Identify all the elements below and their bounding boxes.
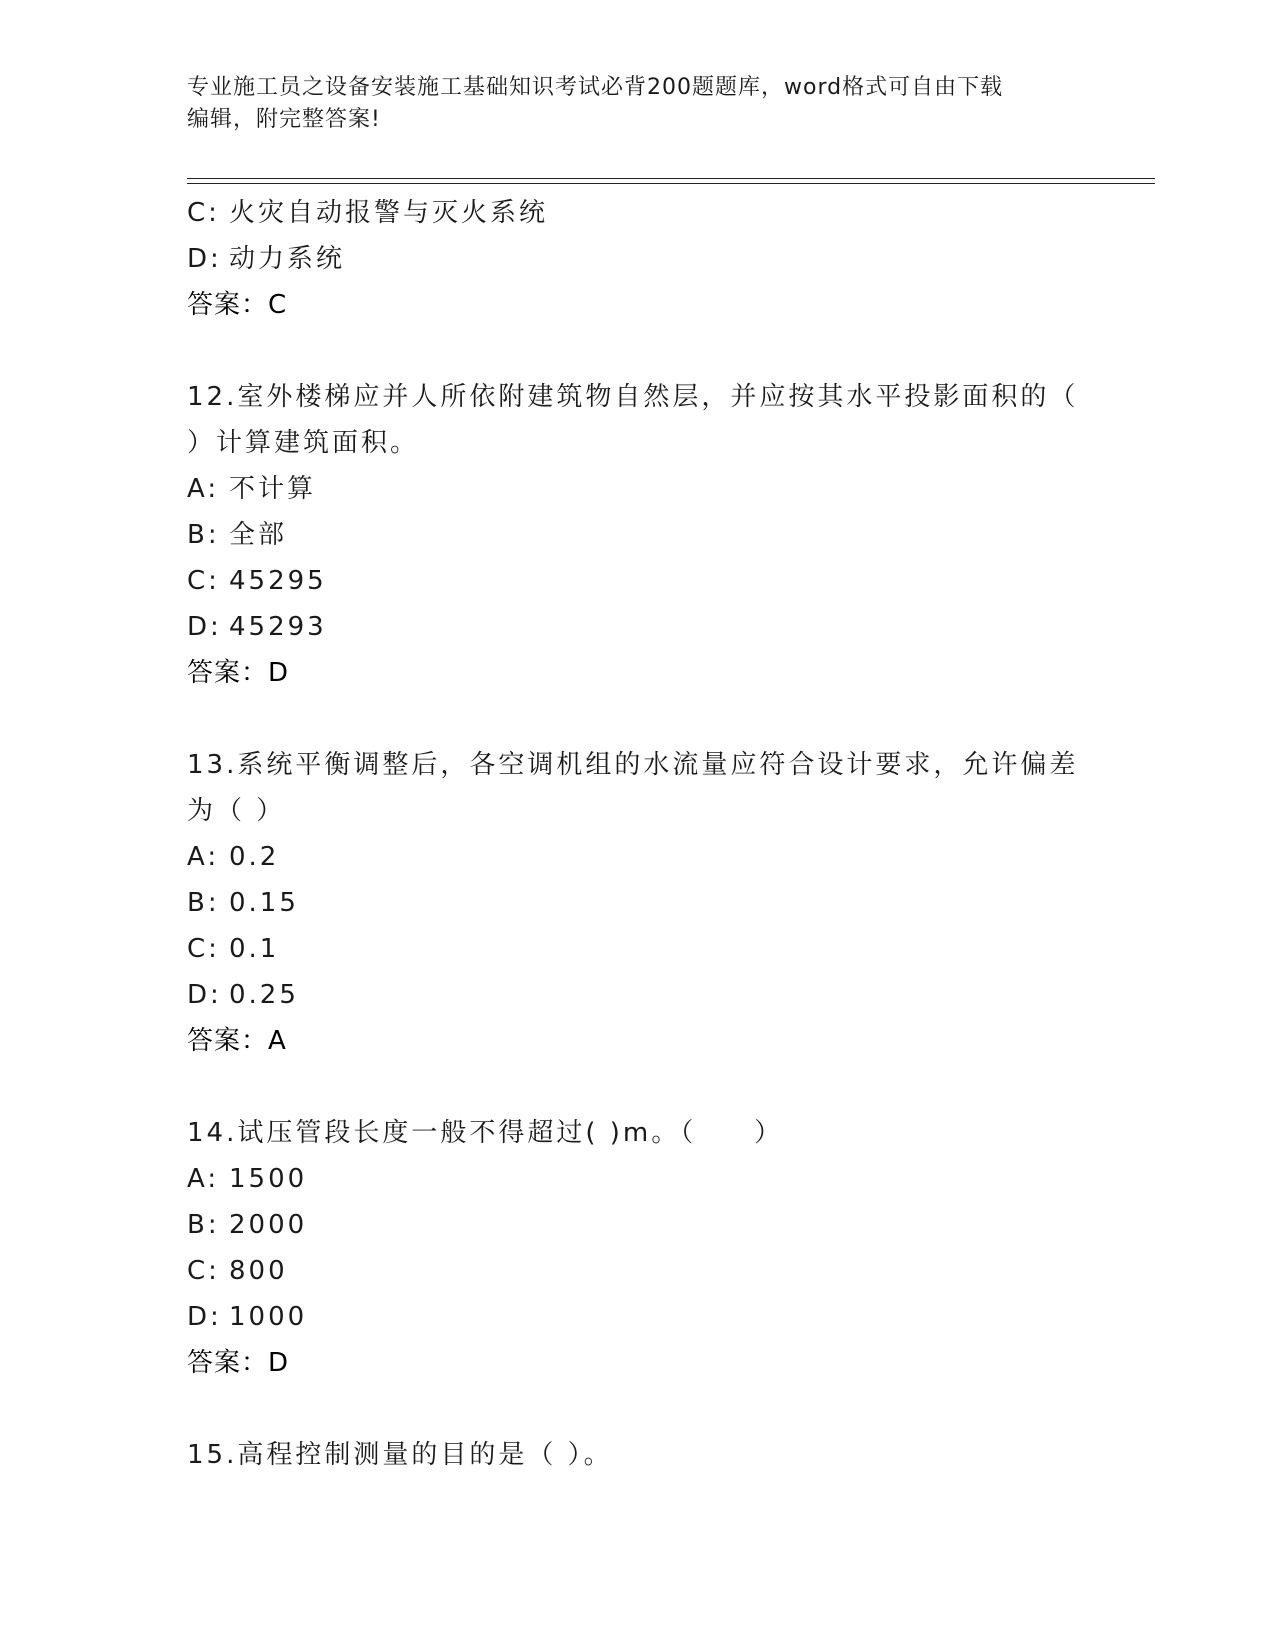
option-d xyxy=(187,1294,1087,1340)
option-text: 0.1 xyxy=(229,934,280,964)
option-key: B: xyxy=(187,888,220,918)
option-key: A: xyxy=(187,474,220,504)
option-key: D: xyxy=(187,244,222,274)
option-b xyxy=(187,1202,1087,1248)
spacer xyxy=(187,1386,1087,1432)
option-text: 动力系统 xyxy=(229,244,346,274)
option-key: C: xyxy=(187,934,220,964)
option-text: 0.25 xyxy=(229,980,299,1010)
option-key: C: xyxy=(187,1256,220,1286)
question-stem-line: 12.室外楼梯应并人所依附建筑物自然层，并应按其水平投影面积的（ xyxy=(187,382,1079,412)
option-key: A: xyxy=(187,1164,220,1194)
option-text: 火灾自动报警与灭火系统 xyxy=(229,198,549,228)
option-text: 1000 xyxy=(229,1302,308,1332)
question-block-11 xyxy=(187,190,1087,328)
question-stem-line: 为（ ） xyxy=(187,796,286,826)
option-c xyxy=(187,558,1087,604)
option-text: 0.2 xyxy=(229,842,280,872)
option-key: D: xyxy=(187,1302,222,1332)
question-stem-line: 14.试压管段长度一般不得超过( )m。（ ） xyxy=(187,1118,784,1148)
option-text: 2000 xyxy=(229,1210,308,1240)
option-b xyxy=(187,880,1087,926)
option-key: B: xyxy=(187,1210,220,1240)
option-text: 全部 xyxy=(229,520,288,550)
option-c xyxy=(187,190,1087,236)
option-a xyxy=(187,466,1087,512)
option-text: 45295 xyxy=(229,566,327,596)
option-key: C: xyxy=(187,566,220,596)
question-stem-line: 13.系统平衡调整后，各空调机组的水流量应符合设计要求，允许偏差 xyxy=(187,750,1079,780)
spacer xyxy=(187,1064,1087,1110)
option-key: C: xyxy=(187,198,220,228)
option-key: D: xyxy=(187,980,222,1010)
question-block-15 xyxy=(187,1432,1087,1478)
header-title-line-2: 编辑，附完整答案! xyxy=(187,107,381,132)
question-stem-line: 15.高程控制测量的目的是（ ）。 xyxy=(187,1440,613,1470)
question-stem-line: ）计算建筑面积。 xyxy=(187,428,420,458)
question-block-13 xyxy=(187,742,1087,1064)
option-d xyxy=(187,604,1087,650)
option-text: 0.15 xyxy=(229,888,299,918)
header-title-line-1: 专业施工员之设备安装施工基础知识考试必背200题题库，word格式可自由下载 xyxy=(187,75,1004,100)
answer-line: 答案：D xyxy=(187,658,290,688)
answer-line: 答案：A xyxy=(187,1026,287,1056)
option-key: D: xyxy=(187,612,222,642)
document-header xyxy=(187,72,1087,136)
answer-line: 答案：C xyxy=(187,290,288,320)
option-a xyxy=(187,1156,1087,1202)
option-b xyxy=(187,512,1087,558)
option-text: 不计算 xyxy=(229,474,317,504)
option-key: B: xyxy=(187,520,220,550)
option-text: 1500 xyxy=(229,1164,308,1194)
spacer xyxy=(187,328,1087,374)
answer-line: 答案：D xyxy=(187,1348,290,1378)
header-divider-bottom xyxy=(187,183,1155,184)
question-block-14 xyxy=(187,1110,1087,1386)
header-divider-top xyxy=(187,178,1155,179)
option-text: 800 xyxy=(229,1256,288,1286)
option-d xyxy=(187,236,1087,282)
question-block-12 xyxy=(187,374,1087,696)
option-c xyxy=(187,926,1087,972)
option-a xyxy=(187,834,1087,880)
option-key: A: xyxy=(187,842,220,872)
spacer xyxy=(187,696,1087,742)
option-d xyxy=(187,972,1087,1018)
option-c xyxy=(187,1248,1087,1294)
option-text: 45293 xyxy=(229,612,327,642)
question-list xyxy=(187,190,1087,1478)
